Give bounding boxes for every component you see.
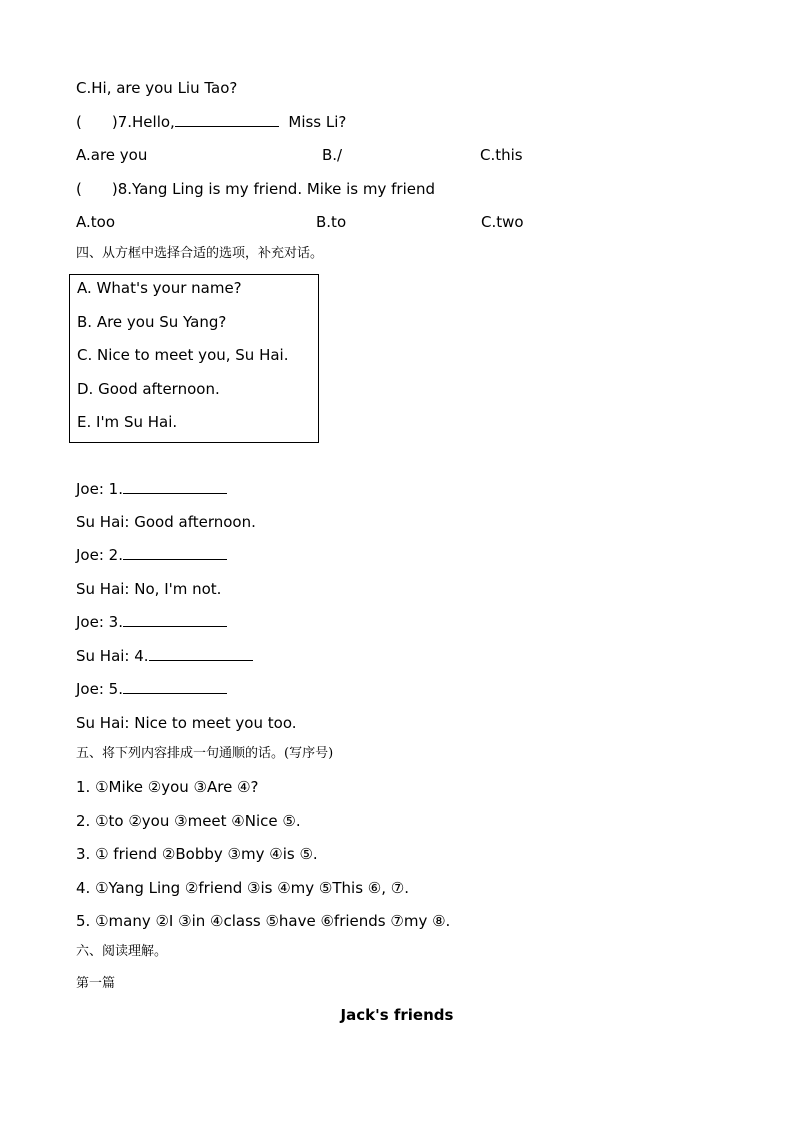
q8-option-c: C.two xyxy=(481,213,524,231)
q7-answer-blank[interactable] xyxy=(175,112,279,127)
q8-option-a: A.too xyxy=(76,213,116,231)
question-7 xyxy=(76,112,346,132)
q8-option-b: B.to xyxy=(316,213,347,231)
q7-option-c: C.this xyxy=(480,146,523,164)
q7-text-before: 7.Hello, xyxy=(117,113,175,131)
q8-paren-open: ( xyxy=(76,180,82,198)
q7-option-b: B./ xyxy=(322,146,343,164)
dialogue-blank-4[interactable] xyxy=(149,646,253,661)
box-option-b: B. Are you Su Yang? xyxy=(77,313,227,331)
q8-text: 8.Yang Ling is my friend. Mike is my friend xyxy=(117,180,435,198)
q8-paren-close: ) xyxy=(111,180,118,198)
q6-option-c: C.Hi, are you Liu Tao? xyxy=(76,79,238,97)
dialogue-line-4: Su Hai: No, I'm not. xyxy=(76,580,222,598)
reorder-item-2: 2. ①to ②you ③meet ④Nice ⑤. xyxy=(76,812,301,830)
reorder-item-5: 5. ①many ②I ③in ④class ⑤have ⑥friends ⑦my ⑧. xyxy=(76,912,451,930)
question-8 xyxy=(76,179,435,199)
dialogue-line-6 xyxy=(76,646,253,666)
q7-paren-open: ( xyxy=(76,113,82,131)
dialogue-text: Joe: 5. xyxy=(76,680,123,698)
dialogue-line-8: Su Hai: Nice to meet you too. xyxy=(76,714,297,732)
box-option-a: A. What's your name? xyxy=(77,279,242,297)
reorder-item-1: 1. ①Mike ②you ③Are ④? xyxy=(76,778,259,796)
dialogue-line-7 xyxy=(76,679,227,699)
dialogue-blank-1[interactable] xyxy=(123,479,227,494)
section4-heading: 四、从方框中选择合适的选项，补充对话。 xyxy=(76,246,324,261)
dialogue-blank-2[interactable] xyxy=(123,545,227,560)
reorder-item-3: 3. ① friend ②Bobby ③my ④is ⑤. xyxy=(76,845,318,863)
section6-subheading: 第一篇 xyxy=(76,976,116,991)
dialogue-text: Joe: 3. xyxy=(76,613,123,631)
dialogue-text: Su Hai: 4. xyxy=(76,647,149,665)
dialogue-line-2: Su Hai: Good afternoon. xyxy=(76,513,256,531)
dialogue-blank-5[interactable] xyxy=(123,679,227,694)
reorder-item-4: 4. ①Yang Ling ②friend ③is ④my ⑤This ⑥, ⑦. xyxy=(76,879,409,897)
q7-paren-close: ) xyxy=(111,113,118,131)
box-option-d: D. Good afternoon. xyxy=(77,380,220,398)
section6-heading: 六、阅读理解。 xyxy=(76,944,168,959)
q7-option-a: A.are you xyxy=(76,146,148,164)
box-option-c: C. Nice to meet you, Su Hai. xyxy=(77,346,289,364)
dialogue-blank-3[interactable] xyxy=(123,612,227,627)
options-box xyxy=(69,274,319,443)
dialogue-line-3 xyxy=(76,545,227,565)
dialogue-line-1 xyxy=(76,479,227,499)
box-option-e: E. I'm Su Hai. xyxy=(77,413,178,431)
passage-title: Jack's friends xyxy=(340,1006,454,1024)
dialogue-text: Joe: 2. xyxy=(76,546,123,564)
dialogue-text: Joe: 1. xyxy=(76,480,123,498)
dialogue-line-5 xyxy=(76,612,227,632)
q7-text-after: Miss Li? xyxy=(288,113,347,131)
section5-heading: 五、将下列内容排成一句通顺的话。(写序号) xyxy=(76,746,334,761)
